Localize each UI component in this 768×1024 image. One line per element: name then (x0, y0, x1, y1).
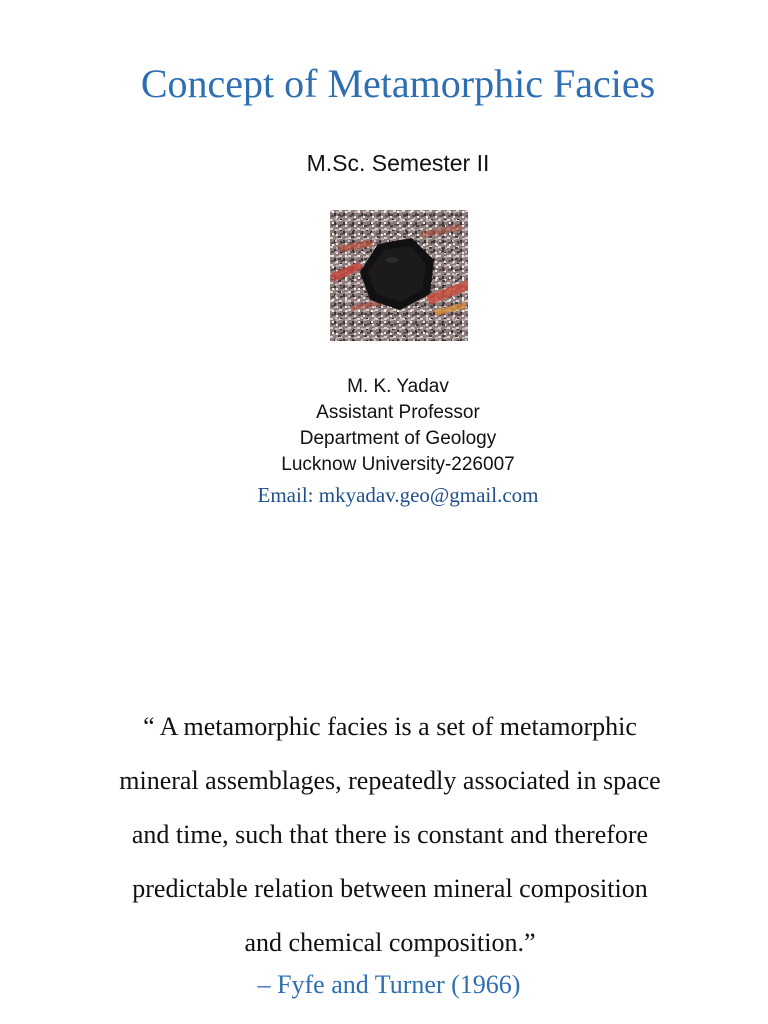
author-name: M. K. Yadav (347, 376, 449, 397)
quote-line: “ A metamorphic facies is a set of metamorphic (143, 712, 637, 741)
facies-definition-quote (40, 700, 740, 970)
author-block (0, 374, 768, 478)
author-university: Lucknow University-226007 (281, 454, 515, 475)
thin-section-micrograph (330, 210, 468, 341)
author-position: Assistant Professor (316, 402, 480, 423)
quote-line: and chemical composition.” (244, 928, 536, 957)
quote-line: mineral assemblages, repeatedly associated in space (119, 766, 661, 795)
quote-line: and time, such that there is constant and therefore (131, 820, 649, 849)
author-email[interactable]: Email: mkyadav.geo@gmail.com (257, 483, 539, 507)
quote-attribution: – Fyfe and Turner (1966) (257, 970, 521, 999)
course-subtitle: M.Sc. Semester II (306, 150, 490, 176)
author-department: Department of Geology (299, 428, 497, 449)
micrograph-image (330, 210, 468, 341)
page-title: Concept of Metamorphic Facies (140, 61, 656, 106)
quote-line: predictable relation between mineral composition (132, 874, 648, 903)
